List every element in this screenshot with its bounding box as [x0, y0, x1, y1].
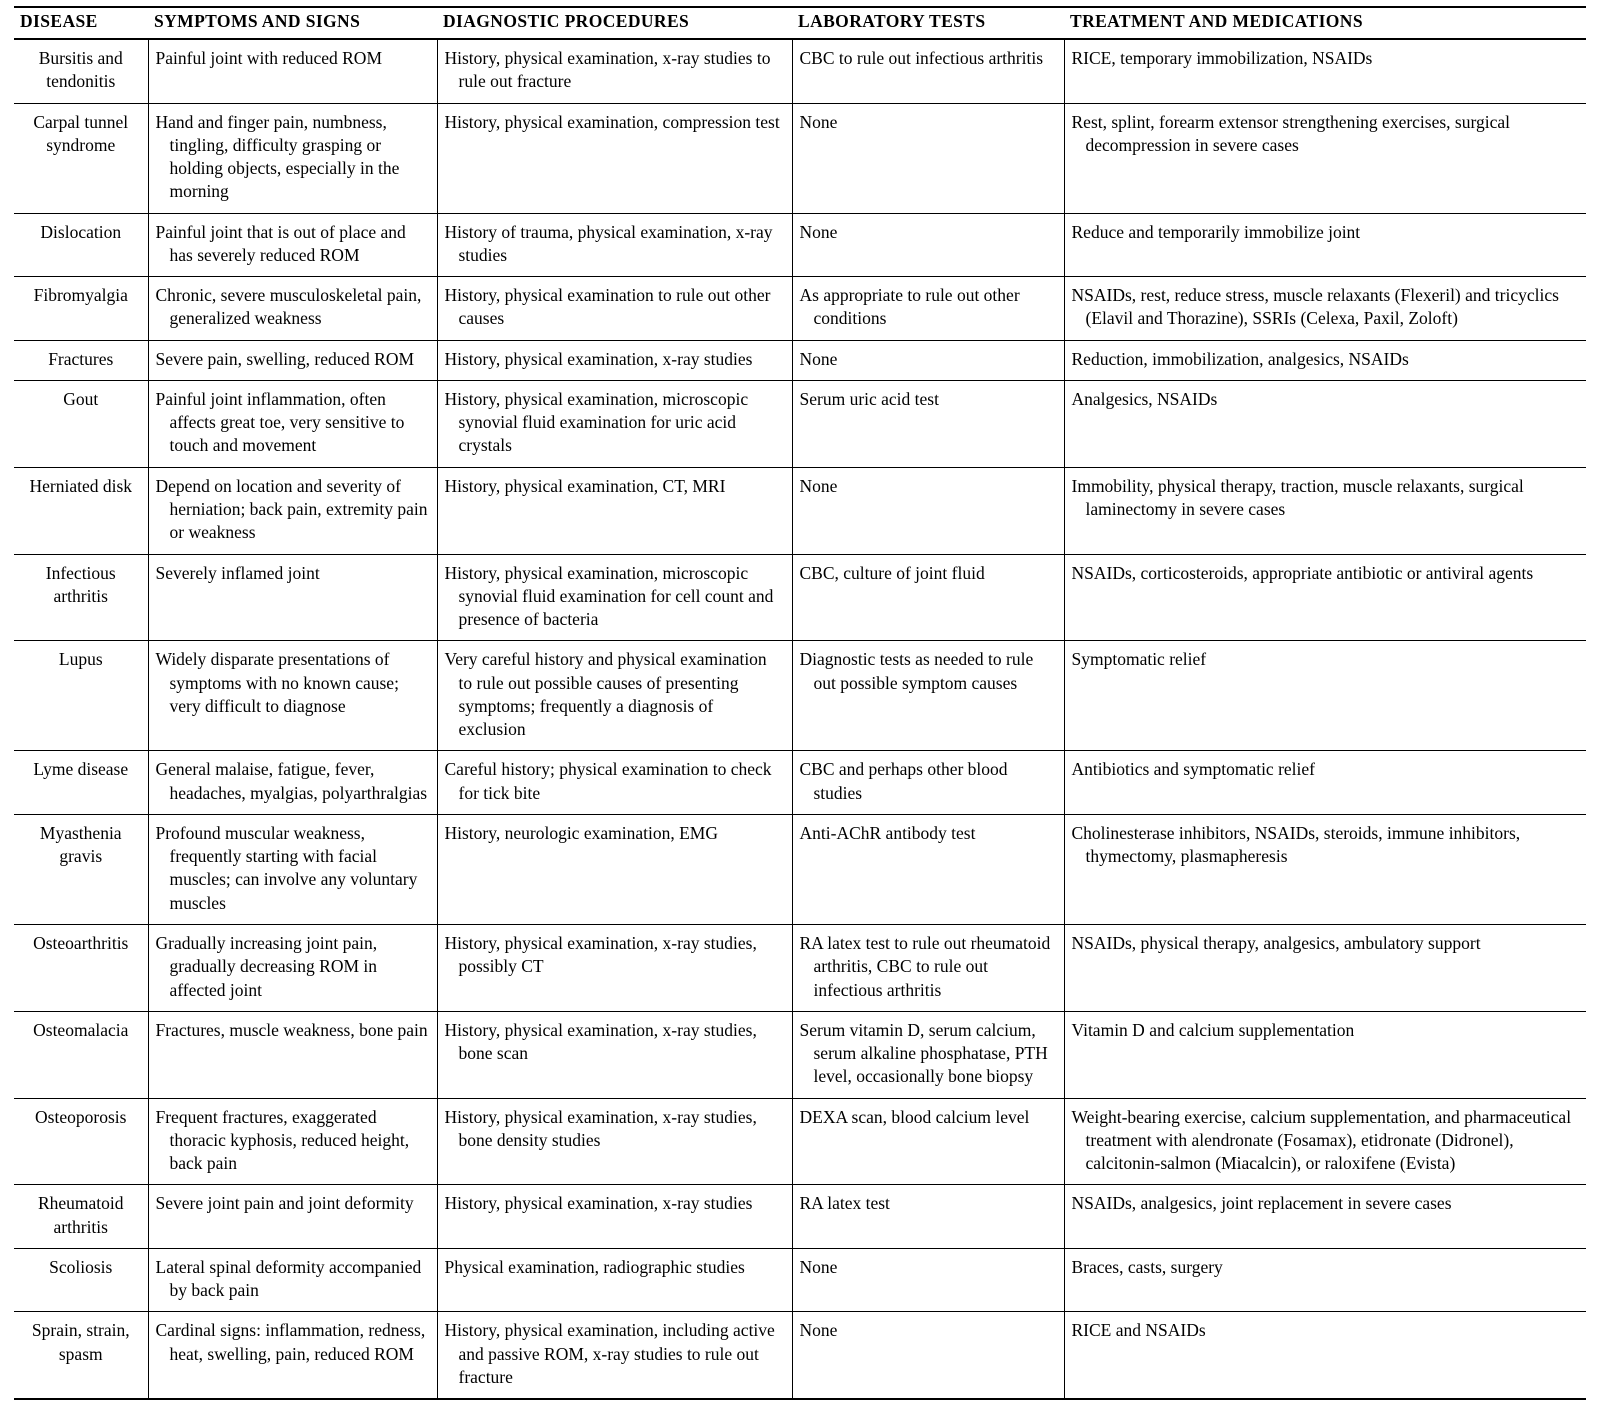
cell-symptoms: Severe joint pain and joint deformity: [148, 1185, 437, 1249]
table-header: [14, 7, 1586, 39]
table-body: [14, 39, 1586, 1399]
cell-labs: As appropriate to rule out other conditions: [792, 277, 1064, 341]
cell-disease: Gout: [14, 380, 148, 467]
cell-treatment: Vitamin D and calcium supplementation: [1064, 1011, 1586, 1098]
cell-treatment: Antibiotics and symptomatic relief: [1064, 751, 1586, 815]
cell-disease: Osteoporosis: [14, 1098, 148, 1185]
cell-disease: Rheumatoid arthritis: [14, 1185, 148, 1249]
cell-procedures: History, physical examination, microscopic synovial fluid examination for cell count and presence of bacteria: [437, 554, 792, 641]
table-row: [14, 1248, 1586, 1312]
table-row: [14, 380, 1586, 467]
cell-symptoms: Profound muscular weakness, frequently starting with facial muscles; can involve any voluntary muscles: [148, 814, 437, 924]
table-header-row: [14, 7, 1586, 39]
cell-procedures: History, physical examination, x-ray studies to rule out fracture: [437, 39, 792, 103]
cell-symptoms: Depend on location and severity of herniation; back pain, extremity pain or weakness: [148, 467, 437, 554]
cell-treatment: Immobility, physical therapy, traction, muscle relaxants, surgical laminectomy in severe cases: [1064, 467, 1586, 554]
cell-disease: Bursitis and tendonitis: [14, 39, 148, 103]
cell-labs: RA latex test to rule out rheumatoid arthritis, CBC to rule out infectious arthritis: [792, 924, 1064, 1011]
cell-labs: None: [792, 103, 1064, 213]
table-row: [14, 924, 1586, 1011]
cell-symptoms: Cardinal signs: inflammation, redness, heat, swelling, pain, reduced ROM: [148, 1312, 437, 1399]
cell-symptoms: Painful joint inflammation, often affects great toe, very sensitive to touch and movement: [148, 380, 437, 467]
cell-symptoms: Widely disparate presentations of symptoms with no known cause; very difficult to diagnose: [148, 641, 437, 751]
cell-disease: Osteoarthritis: [14, 924, 148, 1011]
cell-labs: CBC, culture of joint fluid: [792, 554, 1064, 641]
cell-treatment: NSAIDs, rest, reduce stress, muscle relaxants (Flexeril) and tricyclics (Elavil and Thorazine), SSRIs (Celexa, Paxil, Zoloft): [1064, 277, 1586, 341]
cell-treatment: NSAIDs, corticosteroids, appropriate antibiotic or antiviral agents: [1064, 554, 1586, 641]
cell-disease: Fibromyalgia: [14, 277, 148, 341]
cell-labs: Serum uric acid test: [792, 380, 1064, 467]
cell-labs: RA latex test: [792, 1185, 1064, 1249]
cell-symptoms: Gradually increasing joint pain, gradually decreasing ROM in affected joint: [148, 924, 437, 1011]
cell-treatment: RICE, temporary immobilization, NSAIDs: [1064, 39, 1586, 103]
cell-symptoms: Hand and finger pain, numbness, tingling, difficulty grasping or holding objects, especially in the morning: [148, 103, 437, 213]
cell-procedures: History, physical examination, x-ray studies: [437, 340, 792, 380]
cell-procedures: History, physical examination, compression test: [437, 103, 792, 213]
column-header-labs: LABORATORY TESTS: [792, 7, 1064, 39]
table-row: [14, 1185, 1586, 1249]
disease-reference-table: [14, 6, 1586, 1400]
cell-treatment: RICE and NSAIDs: [1071, 1320, 1206, 1341]
cell-symptoms: Frequent fractures, exaggerated thoracic kyphosis, reduced height, back pain: [148, 1098, 437, 1185]
cell-treatment: Cholinesterase inhibitors, NSAIDs, steroids, immune inhibitors, thymectomy, plasmapheresis: [1064, 814, 1586, 924]
table-row: [14, 1011, 1586, 1098]
cell-symptoms: Painful joint with reduced ROM: [148, 39, 437, 103]
cell-labs: CBC and perhaps other blood studies: [792, 751, 1064, 815]
cell-symptoms: Severely inflamed joint: [148, 554, 437, 641]
cell-procedures: History of trauma, physical examination, x-ray studies: [437, 213, 792, 277]
cell-procedures: History, physical examination, x-ray studies, bone scan: [437, 1011, 792, 1098]
cell-procedures: History, physical examination to rule out other causes: [437, 277, 792, 341]
column-header-symptoms: SYMPTOMS AND SIGNS: [148, 7, 437, 39]
table-row: [14, 103, 1586, 213]
cell-procedures: Very careful history and physical examination to rule out possible causes of presenting symptoms; frequently a diagnosis of exclusion: [437, 641, 792, 751]
cell-treatment: Reduction, immobilization, analgesics, NSAIDs: [1064, 340, 1586, 380]
table-row: [14, 814, 1586, 924]
cell-labs: CBC to rule out infectious arthritis: [792, 39, 1064, 103]
cell-disease: Lyme disease: [14, 751, 148, 815]
cell-labs: None: [792, 1312, 1064, 1399]
cell-disease: Herniated disk: [14, 467, 148, 554]
table-row: [14, 277, 1586, 341]
table-row: [14, 1098, 1586, 1185]
cell-labs: None: [792, 213, 1064, 277]
cell-treatment: Braces, casts, surgery: [1064, 1248, 1586, 1312]
cell-labs: None: [792, 467, 1064, 554]
cell-treatment: NSAIDs, analgesics, joint replacement in severe cases: [1064, 1185, 1586, 1249]
cell-labs: Anti-AChR antibody test: [792, 814, 1064, 924]
cell-treatment: Weight-bearing exercise, calcium supplementation, and pharmaceutical treatment with alendronate (Fosamax), etidronate (Didronel), calcitonin-salmon (Miacalcin), or raloxifene (Evista): [1064, 1098, 1586, 1185]
cell-disease: Carpal tunnel syndrome: [14, 103, 148, 213]
cell-treatment: Rest, splint, forearm extensor strengthening exercises, surgical decompression in severe cases: [1064, 103, 1586, 213]
cell-procedures: History, physical examination, microscopic synovial fluid examination for uric acid crystals: [437, 380, 792, 467]
cell-procedures: Physical examination, radiographic studies: [437, 1248, 792, 1312]
cell-procedures: Careful history; physical examination to check for tick bite: [437, 751, 792, 815]
table-row: [14, 641, 1586, 751]
cell-treatment: Reduce and temporarily immobilize joint: [1064, 213, 1586, 277]
cell-disease: Scoliosis: [14, 1248, 148, 1312]
cell-disease: Lupus: [14, 641, 148, 751]
cell-disease: Infectious arthritis: [14, 554, 148, 641]
cell-disease: Sprain, strain, spasm: [14, 1312, 148, 1399]
cell-procedures: History, physical examination, including active and passive ROM, x-ray studies to rule out fracture: [437, 1312, 792, 1399]
column-header-procedures: DIAGNOSTIC PROCEDURES: [437, 7, 792, 39]
cell-procedures: History, physical examination, x-ray studies: [437, 1185, 792, 1249]
column-header-treatment: TREATMENT AND MEDICATIONS: [1064, 7, 1586, 39]
cell-symptoms: Chronic, severe musculoskeletal pain, generalized weakness: [148, 277, 437, 341]
cell-symptoms: Painful joint that is out of place and has severely reduced ROM: [148, 213, 437, 277]
cell-procedures: History, physical examination, CT, MRI: [437, 467, 792, 554]
cell-disease: Myasthenia gravis: [14, 814, 148, 924]
cell-symptoms: Severe pain, swelling, reduced ROM: [148, 340, 437, 380]
cell-disease: Dislocation: [14, 213, 148, 277]
table-row: [14, 751, 1586, 815]
cell-symptoms: General malaise, fatigue, fever, headaches, myalgias, polyarthralgias: [148, 751, 437, 815]
cell-symptoms: Lateral spinal deformity accompanied by back pain: [148, 1248, 437, 1312]
cell-disease: Fractures: [14, 340, 148, 380]
table-row: [14, 467, 1586, 554]
cell-labs: Diagnostic tests as needed to rule out possible symptom causes: [792, 641, 1064, 751]
table-row: [14, 1312, 1586, 1399]
cell-procedures: History, physical examination, x-ray studies, bone density studies: [437, 1098, 792, 1185]
cell-labs: None: [792, 340, 1064, 380]
cell-labs: None: [792, 1248, 1064, 1312]
cell-treatment: NSAIDs, physical therapy, analgesics, ambulatory support: [1064, 924, 1586, 1011]
cell-disease: Osteomalacia: [14, 1011, 148, 1098]
cell-symptoms: Fractures, muscle weakness, bone pain: [148, 1011, 437, 1098]
table-row: [14, 554, 1586, 641]
table-row: [14, 340, 1586, 380]
cell-procedures: History, physical examination, x-ray studies, possibly CT: [437, 924, 792, 1011]
column-header-disease: DISEASE: [14, 7, 148, 39]
cell-labs: DEXA scan, blood calcium level: [792, 1098, 1064, 1185]
table-row: [14, 213, 1586, 277]
cell-labs: Serum vitamin D, serum calcium, serum alkaline phosphatase, PTH level, occasionally bone biopsy: [792, 1011, 1064, 1098]
cell-procedures: History, neurologic examination, EMG: [437, 814, 792, 924]
table-row: [14, 39, 1586, 103]
cell-treatment: Analgesics, NSAIDs: [1064, 380, 1586, 467]
cell-treatment: Symptomatic relief: [1064, 641, 1586, 751]
